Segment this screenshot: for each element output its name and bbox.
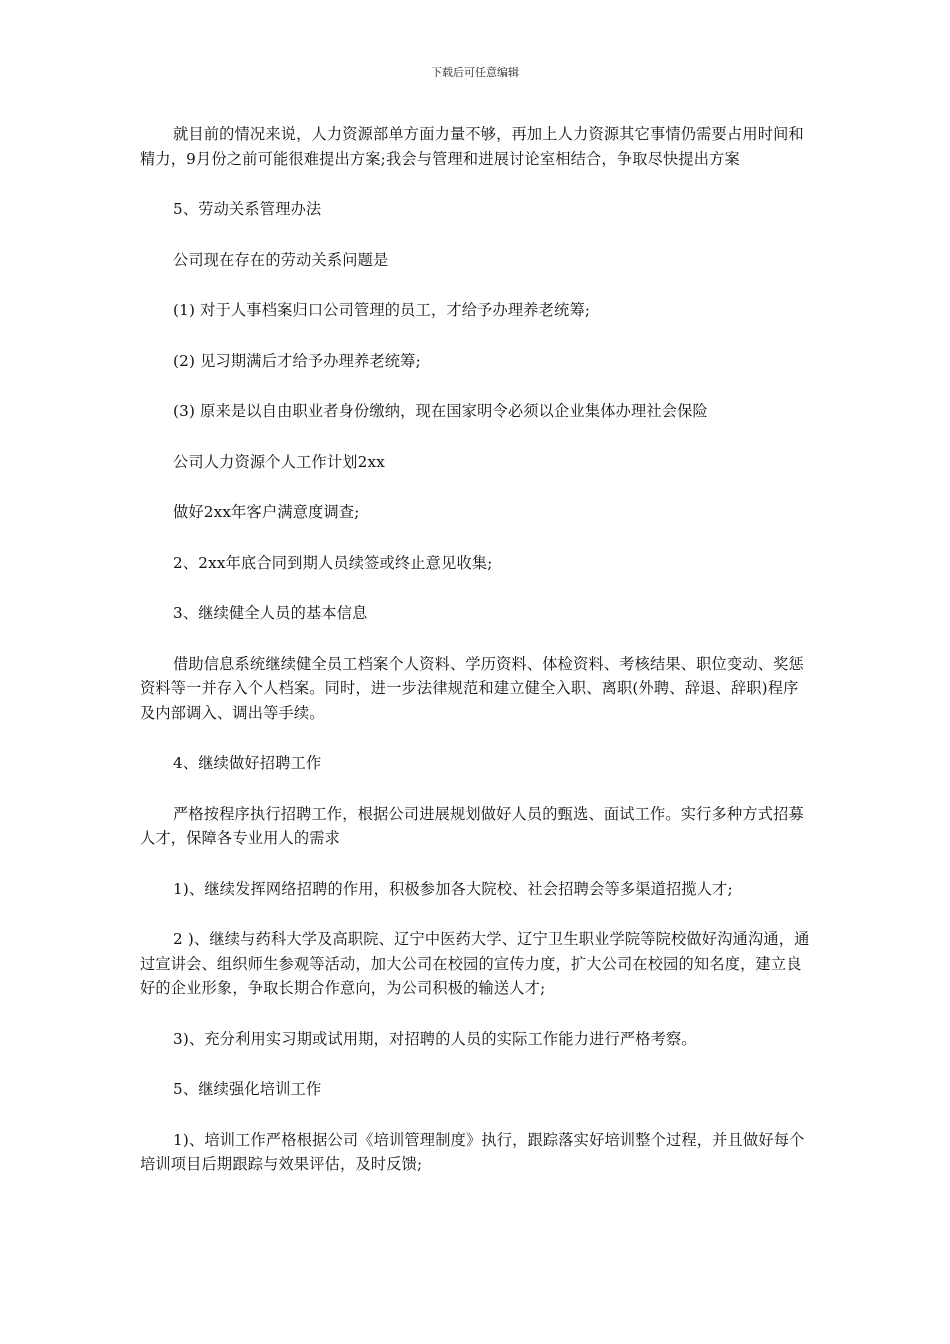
list-item: (3) 原来是以自由职业者身份缴纳，现在国家明令必须以企业集体办理社会保险: [173, 402, 708, 420]
list-item: 3)、充分利用实习期或试用期，对招聘的人员的实际工作能力进行严格考察。: [173, 1029, 697, 1048]
section-heading: 5、继续强化培训工作: [173, 1080, 322, 1098]
section-heading: 4、继续做好招聘工作: [173, 754, 322, 772]
list-item: 1)、培训工作严格根据公司《培训管理制度》执行，跟踪落实好培训整个过程，并且做好每个培训项目后期跟踪与效果评估，及时反馈;: [140, 1130, 805, 1173]
paragraph: 做好2xx年客户满意度调查;: [173, 503, 360, 521]
paragraph: 2、2xx年底合同到期人员续签或终止意见收集;: [173, 553, 493, 572]
list-item: 1)、继续发挥网络招聘的作用，积极参加各大院校、社会招聘会等多渠道招揽人才;: [173, 879, 733, 898]
paragraph: 严格按程序执行招聘工作，根据公司进展规划做好人员的甄选、面试工作。实行多种方式招募人才，保障各专业用人的需求: [140, 804, 804, 847]
section-heading: 5、劳动关系管理办法: [173, 200, 322, 218]
paragraph: 就目前的情况来说，人力资源部单方面力量不够，再加上人力资源其它事情仍需要占用时间和精力，9月份之前可能很难提出方案;我会与管理和进展讨论室相结合，争取尽快提出方案: [140, 125, 804, 168]
section-heading: 3、继续健全人员的基本信息: [173, 604, 368, 622]
paragraph: 公司现在存在的劳动关系问题是: [173, 250, 389, 269]
document-body: [140, 122, 812, 1177]
list-item: (1) 对于人事档案归口公司管理的员工，才给予办理养老统筹;: [173, 301, 591, 319]
page-header: 下载后可任意编辑: [431, 66, 519, 79]
list-item: 2 )、继续与药科大学及高职院、辽宁中医药大学、辽宁卫生职业学院等院校做好沟通沟通，通过宣讲会、组织师生参观等活动，加大公司在校园的宣传力度，扩大公司在校园的知名度，建立良好的企业形象，争取长期合作意向，为公司积极的输送人才;: [140, 930, 810, 997]
paragraph: 借助信息系统继续健全员工档案个人资料、学历资料、体检资料、考核结果、职位变动、奖惩资料等一并存入个人档案。同时，进一步法律规范和建立健全入职、离职(外聘、辞退、辞职)程序及内部调入、调出等手续。: [140, 654, 804, 722]
section-heading: 公司人力资源个人工作计划2xx: [173, 452, 386, 471]
list-item: (2) 见习期满后才给予办理养老统筹;: [173, 351, 421, 370]
